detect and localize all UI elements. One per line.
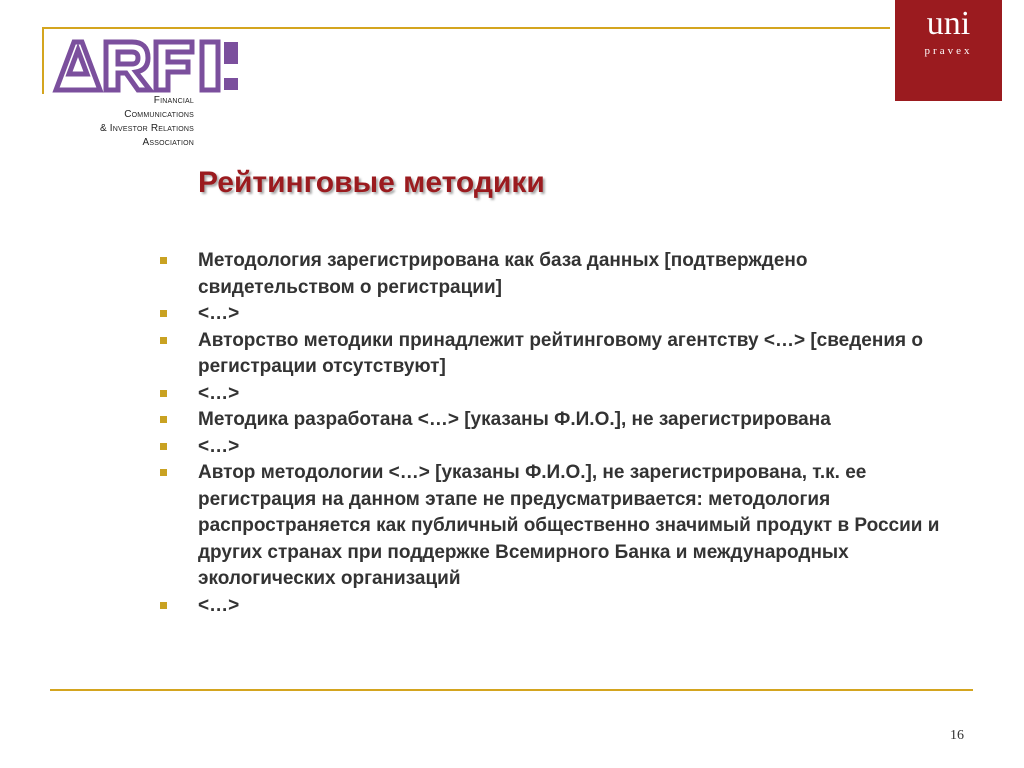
- bullet-text: <…>: [198, 435, 240, 457]
- arfi-tagline-line: & Investor Relations: [99, 123, 194, 134]
- bullet-text: Авторство методики принадлежит рейтинговому агентству <…> [сведения о регистрации отсутствуют]: [198, 329, 923, 377]
- bullet-square-icon: [160, 443, 167, 450]
- slide-title: Рейтинговые методики: [198, 166, 545, 199]
- bullet-list: [160, 248, 960, 619]
- bullet-item: [160, 328, 960, 381]
- page-number: 16: [950, 728, 964, 743]
- arfi-wordmark-logo: [52, 36, 242, 94]
- unipravex-logo: [895, 0, 1002, 101]
- unipravex-uni: uni: [926, 5, 971, 42]
- bullet-item: [160, 301, 960, 328]
- bullet-item: [160, 248, 960, 301]
- bullet-square-icon: [160, 310, 167, 317]
- bullet-item: [160, 593, 960, 620]
- bullet-item: [160, 381, 960, 408]
- bullet-text: Методика разработана <…> [указаны Ф.И.О.], не зарегистрирована: [198, 409, 831, 430]
- arfi-tagline-line: Financial: [153, 95, 194, 106]
- bullet-square-icon: [160, 602, 167, 609]
- bullet-item: [160, 407, 960, 434]
- bullet-text: <…>: [198, 303, 240, 324]
- arfi-tagline: [34, 94, 194, 150]
- bullet-square-icon: [160, 257, 167, 264]
- bullet-square-icon: [160, 469, 167, 476]
- bullet-square-icon: [160, 416, 167, 423]
- bullet-text: Автор методологии <…> [указаны Ф.И.О.], не зарегистрирована, т.к. ее регистрация на данном этапе не предусматривается: методология распространяется как публичный общественно значимый продукт в России и других странах при поддержке Всемирного Банка и международных экологических организаций: [198, 462, 940, 589]
- header-rule-left: [42, 27, 44, 94]
- arfi-tagline-line: Communications: [124, 109, 194, 120]
- unipravex-pravex: pravex: [924, 45, 973, 57]
- arfi-tagline-line: Association: [142, 137, 194, 148]
- bullet-square-icon: [160, 390, 167, 397]
- arfi-logo: [52, 36, 242, 156]
- header-rule: [42, 27, 890, 29]
- bullet-text: Методология зарегистрирована как база данных [подтверждено свидетельством о регистрации]: [198, 250, 808, 298]
- bullet-item: [160, 460, 960, 593]
- bullet-text: <…>: [198, 382, 240, 404]
- bullet-item: [160, 434, 960, 461]
- bullet-square-icon: [160, 337, 167, 344]
- footer-rule: [50, 689, 973, 691]
- bullet-text: <…>: [198, 594, 240, 616]
